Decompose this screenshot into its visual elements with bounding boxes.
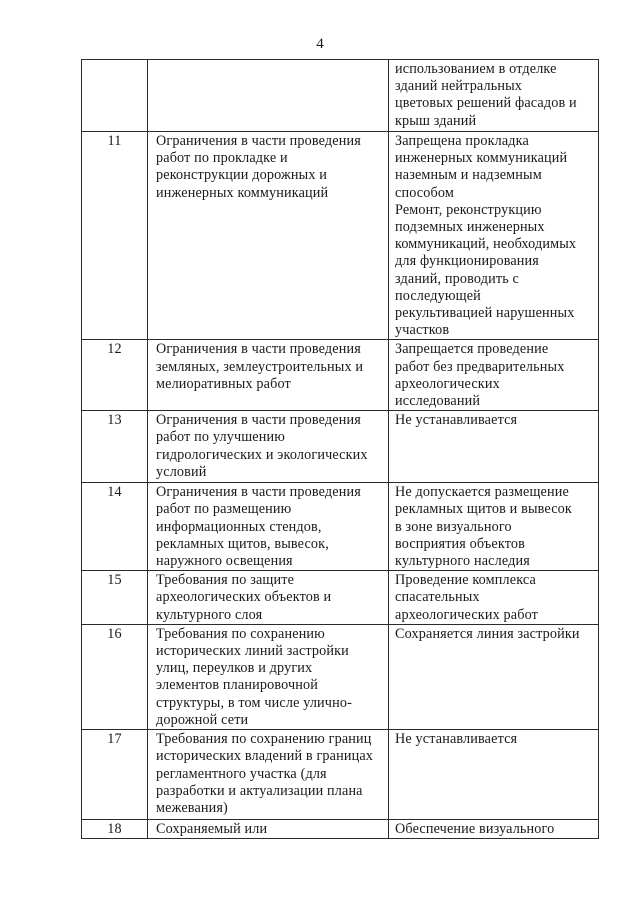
table-row <box>82 571 599 625</box>
requirement-line: работ без предварительных <box>395 358 565 375</box>
requirement-line: коммуникаций, необходимых <box>395 236 577 253</box>
requirement-line: использованием в отделке <box>395 61 557 77</box>
restriction-line: Ограничения в части проведения <box>156 341 361 358</box>
requirement-line: археологических работ <box>395 606 538 623</box>
restriction-line: структуры, в том числе улично- <box>156 694 352 711</box>
restriction-cell <box>148 624 389 729</box>
restriction-line: археологических объектов и <box>156 589 332 606</box>
requirement-cell <box>389 411 599 483</box>
table-row <box>82 730 599 820</box>
table-row <box>82 340 599 411</box>
requirement-line: последующей <box>395 287 481 304</box>
requirement-line: участков <box>395 322 450 339</box>
restriction-line: улиц, переулков и других <box>156 660 313 677</box>
requirement-line: зданий, проводить с <box>395 270 519 287</box>
requirement-line: Не устанавливается <box>395 412 518 429</box>
requirement-line: наземным и надземным <box>395 167 542 184</box>
restriction-line: Ограничения в части проведения <box>156 484 361 501</box>
requirement-line: Запрещена прокладка <box>395 133 529 149</box>
restriction-line: разработки и актуализации плана <box>156 782 363 799</box>
restriction-cell <box>148 730 389 820</box>
requirement-line: Обеспечение визуального <box>395 821 555 838</box>
row-number: 18 <box>82 820 148 839</box>
restriction-line: межевания) <box>156 799 228 816</box>
restriction-cell <box>148 820 389 839</box>
row-number: 13 <box>82 411 148 483</box>
requirement-cell <box>389 483 599 571</box>
restriction-line: Ограничения в части проведения <box>156 133 361 149</box>
requirement-cell <box>389 730 599 820</box>
restriction-line: гидрологических и экологических <box>156 446 368 463</box>
table-row <box>82 411 599 483</box>
requirement-line: подземных инженерных <box>395 219 545 236</box>
requirement-line: культурного наследия <box>395 553 530 570</box>
restriction-line: наружного освещения <box>156 553 293 570</box>
row-number: 12 <box>82 340 148 411</box>
requirement-cell <box>389 60 599 132</box>
requirement-line: в зоне визуального <box>395 518 512 535</box>
restriction-line: исторических линий застройки <box>156 643 349 660</box>
regulations-table-body <box>82 60 599 839</box>
restriction-line: реконструкции дорожных и <box>156 167 328 184</box>
requirement-cell <box>389 820 599 839</box>
restriction-line: Сохраняемый или <box>156 821 268 838</box>
table-row <box>82 60 599 132</box>
restriction-line: инженерных коммуникаций <box>156 184 329 201</box>
restriction-line: работ по прокладке и <box>156 150 288 167</box>
restriction-line: рекламных щитов, вывесок, <box>156 535 329 552</box>
table-row <box>82 820 599 839</box>
restriction-line: земляных, землеустроительных и <box>156 358 364 375</box>
restriction-line: исторических владений в границах <box>156 748 374 765</box>
regulations-table <box>81 59 599 839</box>
requirement-cell <box>389 624 599 729</box>
row-number: 16 <box>82 624 148 729</box>
restriction-cell <box>148 483 389 571</box>
requirement-line: Не устанавливается <box>395 731 518 748</box>
restriction-cell <box>148 411 389 483</box>
requirement-line: для функционирования <box>395 253 539 270</box>
restriction-cell <box>148 60 389 132</box>
restriction-cell <box>148 132 389 340</box>
requirement-line: способом <box>395 184 454 201</box>
requirement-line: Сохраняется линия застройки <box>395 625 580 642</box>
requirement-cell <box>389 340 599 411</box>
requirement-line: крыш зданий <box>395 112 477 129</box>
restriction-line: работ по улучшению <box>156 429 285 446</box>
restriction-line: работ по размещению <box>156 501 292 518</box>
row-number: 14 <box>82 483 148 571</box>
page-number: 4 <box>316 36 324 52</box>
requirement-cell <box>389 132 599 340</box>
requirement-line: Запрещается проведение <box>395 341 549 358</box>
requirement-line: рекламных щитов и вывесок <box>395 501 572 518</box>
requirement-line: инженерных коммуникаций <box>395 150 568 167</box>
restriction-line: Требования по сохранению <box>156 625 325 642</box>
row-number: 15 <box>82 571 148 625</box>
requirement-line: археологических <box>395 375 500 392</box>
restriction-line: Требования по сохранению границ <box>156 731 372 748</box>
requirement-line: исследований <box>395 393 481 410</box>
restriction-line: элементов планировочной <box>156 677 318 694</box>
restriction-cell <box>148 340 389 411</box>
requirement-line: восприятия объектов <box>395 535 525 552</box>
restriction-line: Ограничения в части проведения <box>156 412 361 429</box>
table-row <box>82 624 599 729</box>
restriction-line: мелиоративных работ <box>156 375 291 392</box>
row-number <box>82 60 148 132</box>
restriction-line: Требования по защите <box>156 572 295 589</box>
restriction-cell <box>148 571 389 625</box>
requirement-cell <box>389 571 599 625</box>
restriction-line: регламентного участка (для <box>156 765 327 782</box>
requirement-line: спасательных <box>395 589 480 606</box>
requirement-line: зданий нейтральных <box>395 78 523 95</box>
restriction-line: информационных стендов, <box>156 518 322 535</box>
table-row <box>82 132 599 340</box>
requirement-line: Проведение комплекса <box>395 572 536 589</box>
row-number: 11 <box>82 132 148 340</box>
table-row <box>82 483 599 571</box>
requirement-line: Не допускается размещение <box>395 484 569 501</box>
row-number: 17 <box>82 730 148 820</box>
requirement-line: Ремонт, реконструкцию <box>395 201 542 218</box>
restriction-line: условий <box>156 463 207 480</box>
restriction-line: культурного слоя <box>156 606 263 623</box>
restriction-line: дорожной сети <box>156 711 249 728</box>
requirement-line: цветовых решений фасадов и <box>395 95 577 112</box>
requirement-line: рекультивацией нарушенных <box>395 305 575 322</box>
